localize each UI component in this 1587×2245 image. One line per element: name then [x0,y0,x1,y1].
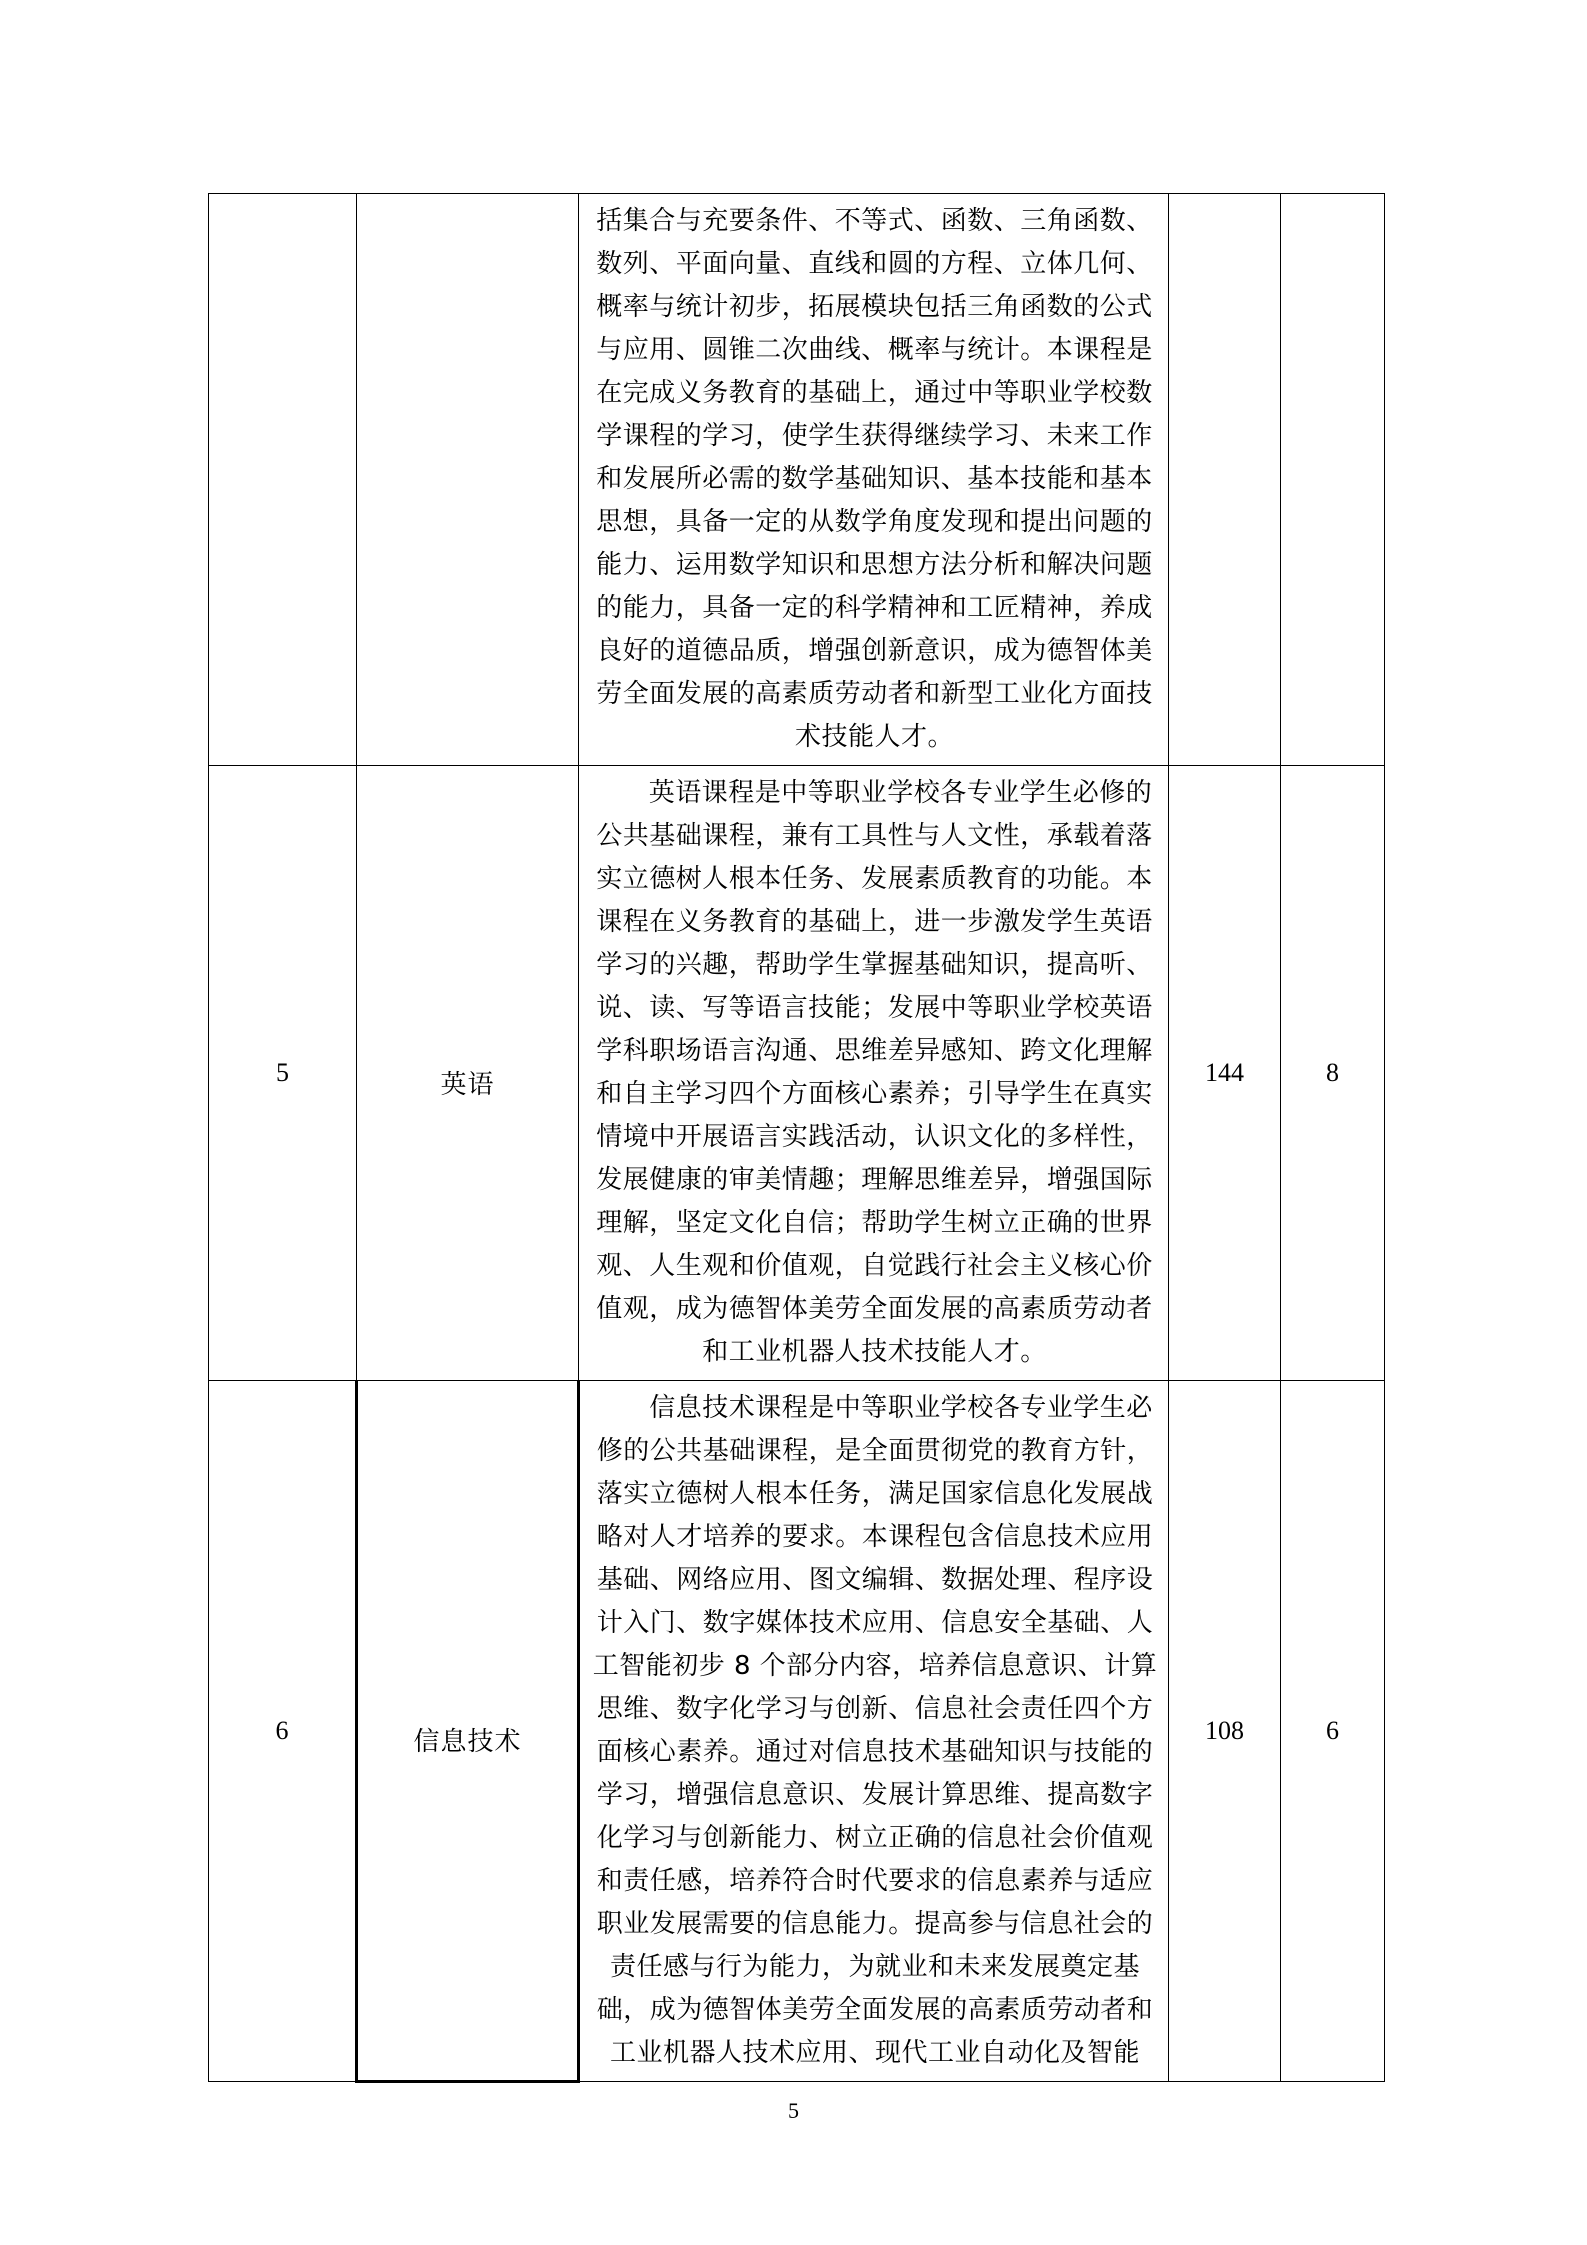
table-row [209,194,1385,766]
course-description-text: 英语课程是中等职业学校各专业学生必修的公共基础课程，兼有工具性与人文性，承载着落实立德树人根本任务、发展素质教育的功能。本课程在义务教育的基础上，进一步激发学生英语学习的兴趣，帮助学生掌握基础知识，提高听、说、读、写等语言技能；发展中等职业学校英语学科职场语言沟通、思维差异感知、跨文化理解和自主学习四个方面核心素养；引导学生在真实情境中开展语言实践活动，认识文化的多样性，发展健康的审美情趣；理解思维差异，增强国际理解，坚定文化自信；帮助学生树立正确的世界观、人生观和价值观，自觉践行社会主义核心价值观，成为德智体美劳全面发展的高素质劳动者和工业机器人技术技能人才。 [596,778,1153,1367]
course-number-cell: 6 [209,1381,357,2082]
course-credits-cell: 8 [1281,766,1385,1381]
course-description-cell [579,766,1169,1381]
course-number-cell: 5 [209,766,357,1381]
table-row [209,766,1385,1381]
course-number-cell [209,194,357,766]
course-name-cell: 英语 [357,766,579,1381]
course-hours-cell: 144 [1169,766,1281,1381]
table-row [209,1381,1385,2082]
page-number: 5 [788,2098,799,2123]
course-table [208,193,1385,2083]
course-hours-cell [1169,194,1281,766]
course-description-text: 括集合与充要条件、不等式、函数、三角函数、数列、平面向量、直线和圆的方程、立体几何、概率与统计初步，拓展模块包括三角函数的公式与应用、圆锥二次曲线、概率与统计。本课程是在完成义务教育的基础上，通过中等职业学校数学课程的学习，使学生获得继续学习、未来工作和发展所必需的数学基础知识、基本技能和基本思想，具备一定的从数学角度发现和提出问题的能力、运用数学知识和思想方法分析和解决问题的能力，具备一定的科学精神和工匠精神，养成良好的道德品质，增强创新意识，成为德智体美劳全面发展的高素质劳动者和新型工业化方面技术技能人才。 [596,206,1153,752]
course-hours-cell: 108 [1169,1381,1281,2082]
course-name-cell [357,194,579,766]
course-description-text: 信息技术课程是中等职业学校各专业学生必修的公共基础课程，是全面贯彻党的教育方针，落实立德树人根本任务，满足国家信息化发展战略对人才培养的要求。本课程包含信息技术应用基础、网络应用、图文编辑、数据处理、程序设 计入门、数字媒体技术应用、信息安全基础、人工智能初步 8 个部分内容，培养信息意识、计算思维、数字化学习与创新、信息社会责任四个方面核心素养。通过对信息技术基础知识与技能的学习，增强信息意识、发展计算思维、提高数字化学习与创新能力、树立正确的信息社会价值观和责任感，培养符合时代要求的信息素养与适应职业发展需要的信息能力。提高参与信息社会的责任感与行为能力，为就业和未来发展奠定基础，成为德智体美劳全面发展的高素质劳动者和工业机器人技术应用、现代工业自动化及智能 [592,1393,1158,2068]
course-credits-cell [1281,194,1385,766]
course-description-cell [579,1381,1169,2082]
course-description-cell [579,194,1169,766]
course-credits-cell: 6 [1281,1381,1385,2082]
course-name-cell: 信息技术 [357,1381,579,2082]
